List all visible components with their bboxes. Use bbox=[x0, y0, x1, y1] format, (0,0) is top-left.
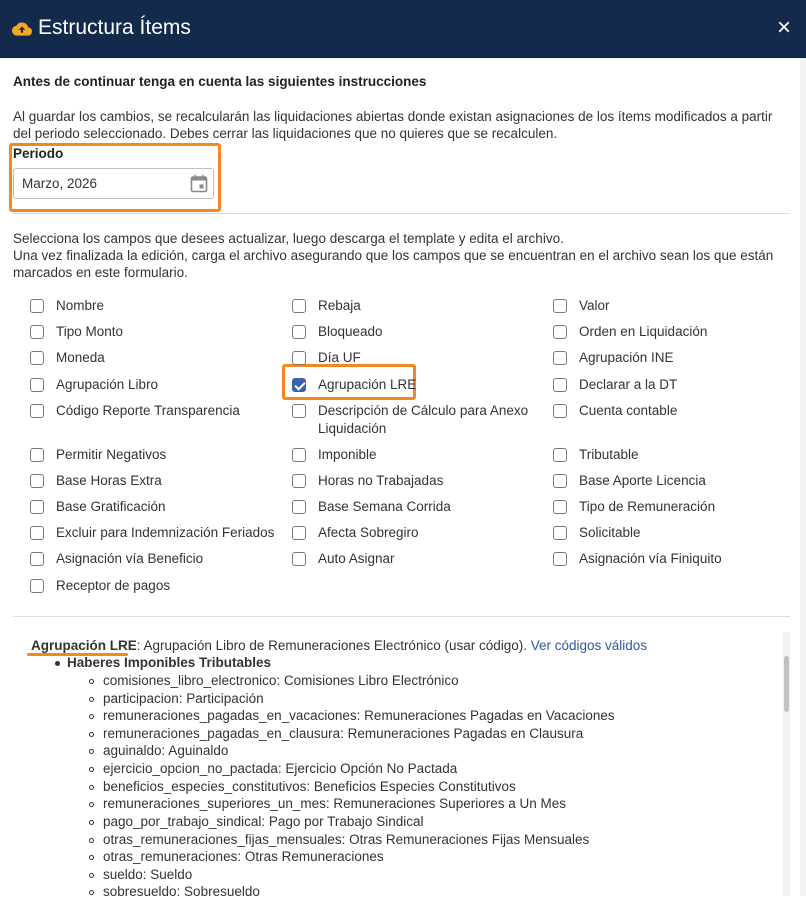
field-asignacion-finiquito[interactable] bbox=[553, 550, 722, 568]
bullet bbox=[89, 873, 94, 878]
field-rebaja[interactable] bbox=[292, 297, 361, 315]
field-tipo-remuneracion[interactable] bbox=[553, 498, 715, 516]
field-label: Rebaja bbox=[318, 298, 361, 313]
list-item: aguinaldo: Aguinaldo bbox=[103, 743, 229, 758]
checkbox[interactable] bbox=[292, 325, 306, 339]
divider bbox=[13, 616, 790, 617]
close-icon[interactable]: × bbox=[776, 14, 791, 41]
ver-codigos-link[interactable]: Ver códigos válidos bbox=[530, 638, 648, 653]
field-label: Asignación vía Finiquito bbox=[579, 551, 722, 566]
field-label: Asignación vía Beneficio bbox=[56, 551, 204, 566]
field-asignacion-beneficio[interactable] bbox=[30, 550, 203, 568]
field-horas-no-trabajadas[interactable] bbox=[292, 472, 443, 490]
bullet bbox=[89, 697, 94, 702]
reference-lre-line bbox=[31, 637, 647, 654]
field-moneda[interactable] bbox=[30, 349, 105, 367]
divider bbox=[13, 213, 790, 214]
list-item: otras_remuneraciones: Otras Remuneraciones bbox=[103, 849, 384, 864]
bullet bbox=[89, 732, 94, 737]
field-tipo-monto[interactable] bbox=[30, 323, 123, 341]
checkbox-checked[interactable] bbox=[292, 378, 306, 392]
checkbox[interactable] bbox=[553, 526, 567, 540]
modal-scrollbar[interactable] bbox=[800, 58, 806, 896]
checkbox[interactable] bbox=[30, 378, 44, 392]
field-label: Base Semana Corrida bbox=[318, 499, 451, 514]
checkbox[interactable] bbox=[30, 526, 44, 540]
field-agrupacion-ine[interactable] bbox=[553, 349, 674, 367]
field-label: Permitir Negativos bbox=[56, 447, 167, 462]
reference-scrollbar[interactable] bbox=[783, 632, 790, 896]
field-label: Afecta Sobregiro bbox=[318, 525, 419, 540]
field-agrupacion-lre[interactable] bbox=[292, 376, 416, 394]
field-label: Horas no Trabajadas bbox=[318, 473, 444, 488]
field-valor[interactable] bbox=[553, 297, 610, 315]
periodo-label: Periodo bbox=[13, 146, 64, 161]
field-base-aporte-licencia[interactable] bbox=[553, 472, 706, 490]
field-label-text: Descripción de Cálculo para Anexo Liquidación bbox=[318, 403, 529, 436]
field-label: Base Horas Extra bbox=[56, 473, 162, 488]
bullet bbox=[89, 820, 94, 825]
field-base-semana-corrida[interactable] bbox=[292, 498, 451, 516]
field-solicitable[interactable] bbox=[553, 524, 641, 542]
field-label: Base Gratificación bbox=[56, 499, 166, 514]
bullet bbox=[89, 749, 94, 754]
field-receptor-pagos[interactable] bbox=[30, 577, 170, 595]
field-label: Solicitable bbox=[579, 525, 641, 540]
field-agrupacion-libro[interactable] bbox=[30, 376, 158, 394]
checkbox[interactable] bbox=[292, 448, 306, 462]
bullet bbox=[89, 802, 94, 807]
checkbox[interactable] bbox=[553, 448, 567, 462]
field-imponible[interactable] bbox=[292, 446, 377, 464]
cloud-upload-icon bbox=[12, 19, 32, 39]
checkbox[interactable] bbox=[553, 378, 567, 392]
bullet bbox=[89, 767, 94, 772]
modal-header bbox=[0, 0, 806, 58]
reference-colon: : bbox=[136, 638, 141, 653]
bullet bbox=[55, 661, 60, 666]
field-nombre[interactable] bbox=[30, 297, 104, 315]
reference-desc: Agrupación Libro de Remuneraciones Electrónico (usar código). bbox=[140, 638, 531, 653]
checkbox[interactable] bbox=[553, 500, 567, 514]
field-tributable[interactable] bbox=[553, 446, 639, 464]
list-item: beneficios_especies_constitutivos: Beneficios Especies Constitutivos bbox=[103, 779, 516, 794]
checkbox[interactable] bbox=[553, 404, 567, 418]
field-base-horas-extra[interactable] bbox=[30, 472, 162, 490]
field-excluir-indemnizacion[interactable] bbox=[30, 524, 274, 542]
field-label: Base Aporte Licencia bbox=[579, 473, 706, 488]
checkbox[interactable] bbox=[30, 474, 44, 488]
reference-key: Agrupación LRE bbox=[31, 638, 137, 653]
field-orden-liquidacion[interactable] bbox=[553, 323, 707, 341]
list-item: sueldo: Sueldo bbox=[103, 867, 193, 882]
bullet bbox=[89, 890, 94, 895]
field-cuenta-contable[interactable] bbox=[553, 402, 677, 420]
list-item: remuneraciones_superiores_un_mes: Remuneraciones Superiores a Un Mes bbox=[103, 796, 566, 811]
field-declarar-dt[interactable] bbox=[553, 376, 677, 394]
field-label: Tributable bbox=[579, 447, 639, 462]
field-label: Agrupación INE bbox=[579, 350, 674, 365]
checkbox[interactable] bbox=[30, 404, 44, 418]
list-item: remuneraciones_pagadas_en_vacaciones: Remuneraciones Pagadas en Vacaciones bbox=[103, 708, 615, 723]
field-label: Moneda bbox=[56, 350, 105, 365]
field-label: Excluir para Indemnización Feriados bbox=[56, 525, 275, 540]
select-fields-instructions bbox=[13, 230, 793, 281]
list-item: ejercicio_opcion_no_pactada: Ejercicio Opción No Pactada bbox=[103, 761, 458, 776]
checkbox[interactable] bbox=[30, 552, 44, 566]
field-label: Tipo Monto bbox=[56, 324, 124, 339]
scrollbar-thumb[interactable] bbox=[784, 656, 789, 712]
field-permitir-negativos[interactable] bbox=[30, 446, 166, 464]
bullet bbox=[89, 714, 94, 719]
instructions-title: Antes de continuar tenga en cuenta las siguientes instrucciones bbox=[13, 74, 427, 89]
bullet bbox=[89, 785, 94, 790]
checkbox[interactable] bbox=[292, 526, 306, 540]
checkbox[interactable] bbox=[292, 474, 306, 488]
field-label: Orden en Liquidación bbox=[579, 324, 708, 339]
field-label: Nombre bbox=[56, 298, 105, 313]
calendar-icon[interactable] bbox=[190, 174, 208, 193]
checkbox[interactable] bbox=[30, 325, 44, 339]
list-item: remuneraciones_pagadas_en_clausura: Remuneraciones Pagadas en Clausura bbox=[103, 726, 584, 741]
list-item: comisiones_libro_electronico: Comisiones Libro Electrónico bbox=[103, 673, 459, 688]
field-label: Declarar a la DT bbox=[579, 377, 678, 392]
field-label: Auto Asignar bbox=[318, 551, 395, 566]
checkbox[interactable] bbox=[553, 325, 567, 339]
field-label: Agrupación Libro bbox=[56, 377, 159, 392]
checkbox[interactable] bbox=[292, 299, 306, 313]
list-item: participacion: Participación bbox=[103, 691, 264, 706]
field-codigo-reporte-transparencia[interactable] bbox=[30, 402, 240, 420]
field-label: Imponible bbox=[318, 447, 377, 462]
checkbox[interactable] bbox=[30, 579, 44, 593]
field-label: Día UF bbox=[318, 350, 361, 365]
checkbox[interactable] bbox=[30, 299, 44, 313]
select-text-line2: Una vez finalizada la edición, carga el archivo asegurando que los campos que se encuentran en el archivo sean los que están marcados en este formulario. bbox=[13, 248, 774, 280]
checkbox[interactable] bbox=[292, 404, 306, 418]
checkbox[interactable] bbox=[553, 299, 567, 313]
checkbox[interactable] bbox=[553, 351, 567, 365]
bullet bbox=[89, 838, 94, 843]
periodo-input[interactable] bbox=[13, 168, 214, 199]
field-label: Código Reporte Transparencia bbox=[56, 403, 240, 418]
checkbox[interactable] bbox=[30, 448, 44, 462]
field-label: Cuenta contable bbox=[579, 403, 678, 418]
checkbox[interactable] bbox=[292, 552, 306, 566]
field-dia-uf[interactable] bbox=[292, 349, 361, 367]
checkbox[interactable] bbox=[553, 552, 567, 566]
field-bloqueado[interactable] bbox=[292, 323, 383, 341]
field-label: Agrupación LRE bbox=[318, 377, 417, 392]
field-label: Valor bbox=[579, 298, 610, 313]
checkbox[interactable] bbox=[553, 474, 567, 488]
field-descripcion-calculo[interactable] bbox=[292, 402, 548, 438]
field-label: Bloqueado bbox=[318, 324, 383, 339]
list-item: otras_remuneraciones_fijas_mensuales: Otras Remuneraciones Fijas Mensuales bbox=[103, 832, 590, 847]
modal-title: Estructura Ítems bbox=[38, 16, 191, 39]
select-text-line1: Selecciona los campos que desees actualizar, luego descarga el template y edita el archivo. bbox=[13, 231, 564, 246]
checkbox[interactable] bbox=[292, 351, 306, 365]
bullet bbox=[89, 855, 94, 860]
list-item: sobresueldo: Sobresueldo bbox=[103, 884, 260, 899]
bullet bbox=[89, 679, 94, 684]
field-auto-asignar[interactable] bbox=[292, 550, 395, 568]
field-label: Tipo de Remuneración bbox=[579, 499, 716, 514]
field-label: Receptor de pagos bbox=[56, 578, 171, 593]
field-label bbox=[318, 402, 548, 438]
list-item: pago_por_trabajo_sindical: Pago por Trabajo Sindical bbox=[103, 814, 424, 829]
instructions-text: Al guardar los cambios, se recalcularán las liquidaciones abiertas donde existan asignaciones de los ítems modificados a partir del periodo seleccionado. Debes cerrar las liquidaciones que no quieres que se recalculen. bbox=[13, 109, 773, 141]
checkbox[interactable] bbox=[30, 500, 44, 514]
checkbox[interactable] bbox=[30, 351, 44, 365]
checkbox[interactable] bbox=[292, 500, 306, 514]
field-afecta-sobregiro[interactable] bbox=[292, 524, 419, 542]
field-base-gratificacion[interactable] bbox=[30, 498, 166, 516]
reference-group: Haberes Imponibles Tributables bbox=[67, 655, 272, 670]
